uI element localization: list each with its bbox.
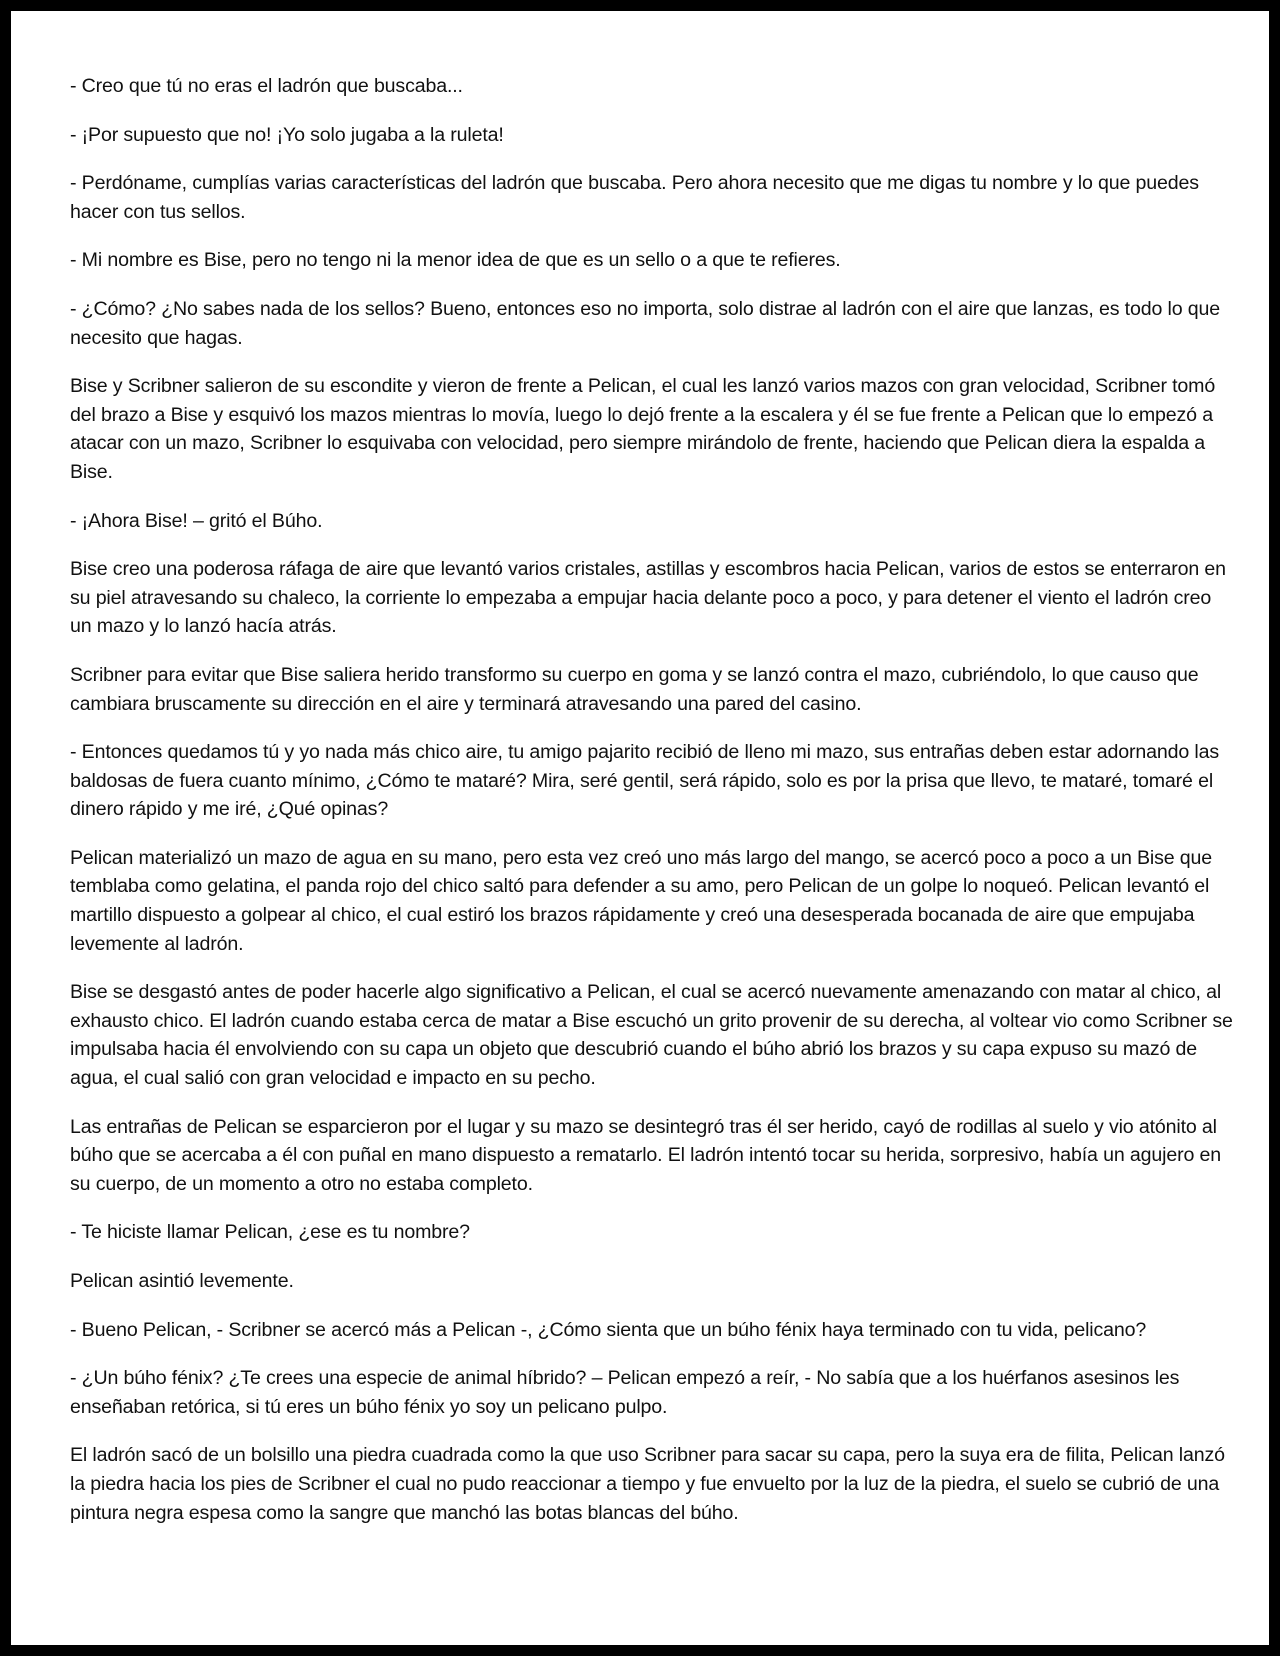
paragraph-5: - ¿Cómo? ¿No sabes nada de los sellos? Bueno, entonces eso no importa, solo distrae al ladrón con el aire que lanzas, es todo lo que necesito que hagas. [70,297,1220,349]
paragraph-13: Las entrañas de Pelican se esparcieron por el lugar y su mazo se desintegró tras él ser herido, cayó de rodillas al suelo y vio atónito al búho que se acercaba a él con puñal en mano dispuesto a rematarlo. El ladrón intentó tocar su herida, sorpresivo, había un agujero en su cuerpo, de un momento a otro no estaba completo. [70,1115,1221,1195]
paragraph-2: - ¡Por supuesto que no! ¡Yo solo jugaba a la ruleta! [70,123,504,146]
paragraph-8: Bise creo una poderosa ráfaga de aire que levantó varios cristales, astillas y escombros hacia Pelican, varios de estos se enterraron en su piel atravesando su chaleco, la corriente lo empezaba a empujar hacia delante poco a poco, y para detener el viento el ladrón creo un mazo y lo lanzó hacía atrás. [70,558,1226,638]
paragraph-14: - Te hiciste llamar Pelican, ¿ese es tu nombre? [70,1221,470,1244]
paragraph-9: Scribner para evitar que Bise saliera herido transformo su cuerpo en goma y se lanzó contra el mazo, cubriéndolo, lo que causo que cambiara bruscamente su dirección en el aire y terminará atravesando una pared del casino. [70,663,1199,715]
paragraph-17: - ¿Un búho fénix? ¿Te crees una especie de animal híbrido? – Pelican empezó a reír, - No sabía que a los huérfanos asesinos les enseñaban retórica, si tú eres un búho fénix yo soy un pelicano pulpo. [70,1367,1180,1418]
paragraph-6: Bise y Scribner salieron de su escondite y vieron de frente a Pelican, el cual les lanzó varios mazos con gran velocidad, Scribner tomó del brazo a Bise y esquivó los mazos mientras lo movía, luego lo dejó frente a la escalera y él se fue frente a Pelican que lo empezó a atacar con un mazo, Scribner lo esquivaba con velocidad, pero siempre mirándolo de frente, haciendo que Pelican diera la espalda a Bise. [70,375,1216,483]
paragraph-16: - Bueno Pelican, - Scribner se acercó más a Pelican -, ¿Cómo sienta que un búho fénix haya terminado con tu vida, pelicano? [70,1318,1147,1341]
paragraph-11: Pelican materializó un mazo de agua en su mano, pero esta vez creó uno más largo del mango, se acercó poco a poco a un Bise que temblaba como gelatina, el panda rojo del chico saltó para defender a su amo, pero Pelican de un golpe lo noqueó. Pelican levantó el martillo dispuesto a golpear al chico, el cual estiró los brazos rápidamente y creó una desesperada bocanada de aire que empujaba levemente al ladrón. [70,846,1213,955]
document-body [70,72,1235,1547]
paragraph-18: El ladrón sacó de un bolsillo una piedra cuadrada como la que uso Scribner para sacar su capa, pero la suya era de filita, Pelican lanzó la piedra hacia los pies de Scribner el cual no pudo reaccionar a tiempo y fue envuelto por la luz de la piedra, el suelo se cubrió de una pintura negra espesa como la sangre que manchó las botas blancas del búho. [70,1444,1225,1524]
paragraph-10: - Entonces quedamos tú y yo nada más chico aire, tu amigo pajarito recibió de lleno mi mazo, sus entrañas deben estar adornando las baldosas de fuera cuanto mínimo, ¿Cómo te mataré? Mira, seré gentil, será rápido, solo es por la prisa que llevo, te mataré, tomaré el dinero rápido y me iré, ¿Qué opinas? [70,741,1220,821]
paragraph-15: Pelican asintió levemente. [70,1270,294,1292]
paragraph-4: - Mi nombre es Bise, pero no tengo ni la menor idea de que es un sello o a que te refieres. [70,249,841,272]
paragraph-1: - Creo que tú no eras el ladrón que buscaba... [70,75,463,97]
paragraph-7: - ¡Ahora Bise! – gritó el Búho. [70,509,323,532]
paragraph-12: Bise se desgastó antes de poder hacerle algo significativo a Pelican, el cual se acercó nuevamente amenazando con matar al chico, al exhausto chico. El ladrón cuando estaba cerca de matar a Bise escuchó un grito provenir de su derecha, al voltear vio como Scribner se impulsaba hacia él envolviendo con su capa un objeto que descubrió cuando el búho abrió los brazos y su capa expuso su mazó de agua, el cual salió con gran velocidad e impacto en su pecho. [70,981,1233,1090]
paragraph-3: - Perdóname, cumplías varias características del ladrón que buscaba. Pero ahora necesito que me digas tu nombre y lo que puedes hacer con tus sellos. [70,172,1199,223]
